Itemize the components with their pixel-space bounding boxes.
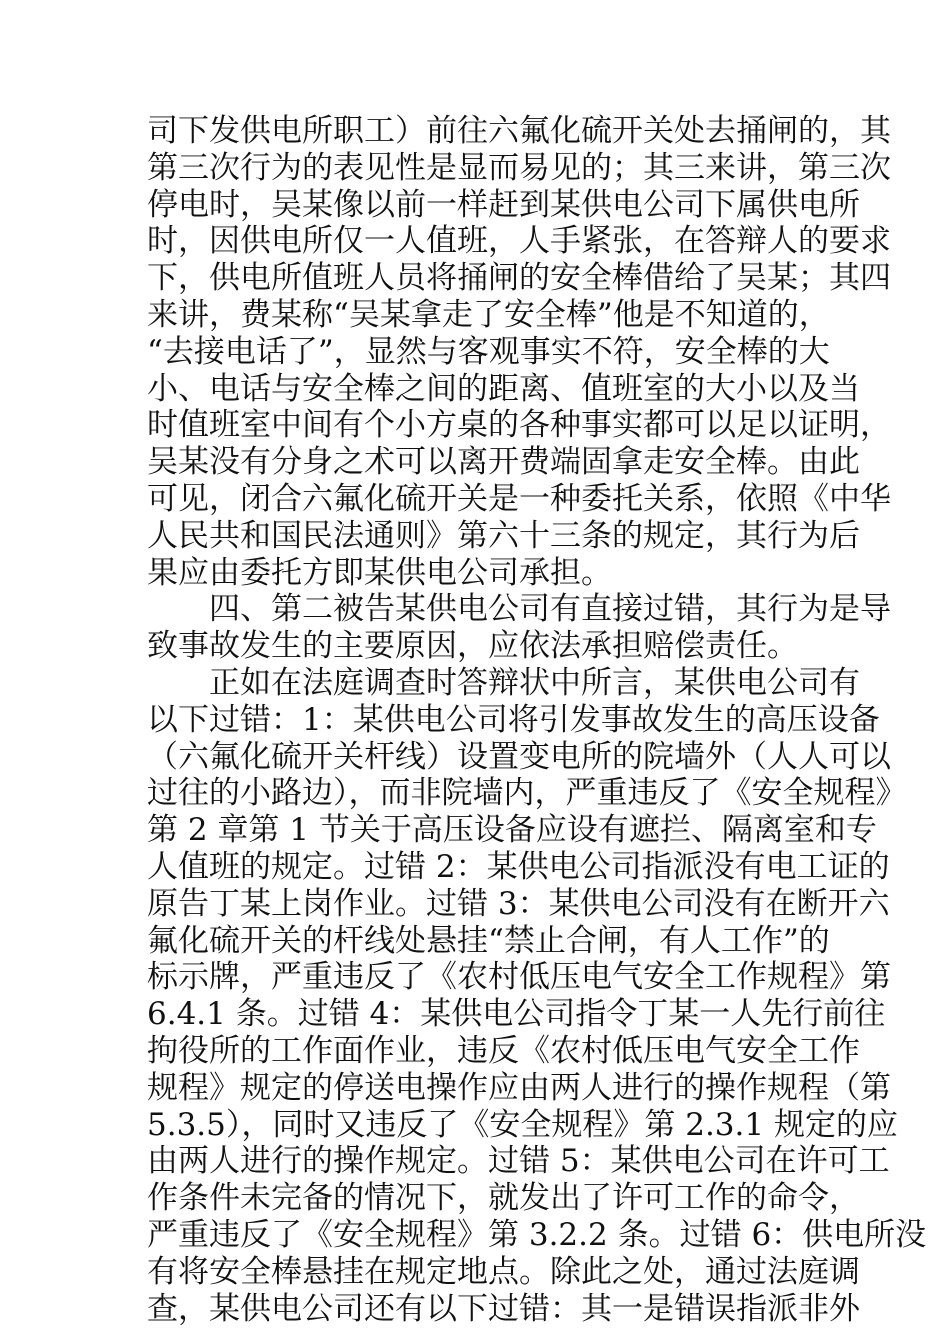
text-line: 致事故发生的主要原因，应依法承担赔偿责任。 bbox=[147, 628, 798, 665]
text-line: 5.3.5），同时又违反了《安全规程》第 2.3.1 规定的应 bbox=[147, 1106, 898, 1143]
text-line: 作条件未完备的情况下，就发出了许可工作的命令， bbox=[147, 1180, 860, 1217]
text-line: 时，因供电所仅一人值班，人手紧张，在答辩人的要求 bbox=[147, 223, 891, 260]
text-line: 人民共和国民法通则》第六十三条的规定，其行为后 bbox=[147, 517, 860, 554]
section-heading-line: 四、第二被告某供电公司有直接过错，其行为是导 bbox=[209, 591, 891, 628]
text-line: 可见，闭合六氟化硫开关是一种委托关系，依照《中华 bbox=[147, 480, 891, 517]
text-line: 规程》规定的停送电操作应由两人进行的操作规程（第 bbox=[147, 1069, 891, 1106]
text-line: 果应由委托方即某供电公司承担。 bbox=[147, 554, 612, 591]
text-line: 人值班的规定。过错 2：某供电公司指派没有电工证的 bbox=[147, 848, 890, 885]
text-line: 停电时，吴某像以前一样赶到某供电公司下属供电所 bbox=[147, 186, 860, 223]
text-line: 氟化硫开关的杆线处悬挂“禁止合闸，有人工作”的 bbox=[147, 922, 830, 959]
text-line: 原告丁某上岗作业。过错 3：某供电公司没有在断开六 bbox=[147, 885, 890, 922]
text-line: 有将安全棒悬挂在规定地点。除此之处，通过法庭调 bbox=[147, 1253, 860, 1290]
document-body bbox=[147, 113, 927, 1327]
text-line: 6.4.1 条。过错 4：某供电公司指令丁某一人先行前往 bbox=[147, 996, 886, 1033]
text-line: 由两人进行的操作规定。过错 5：某供电公司在许可工 bbox=[147, 1143, 890, 1180]
paragraph-start-line: 正如在法庭调查时答辩状中所言，某供电公司有 bbox=[209, 664, 860, 701]
text-line: “去接电话了”，显然与客观事实不符，安全棒的大 bbox=[147, 333, 830, 370]
text-line: 司下发供电所职工）前往六氟化硫开关处去捅闸的，其 bbox=[147, 113, 891, 149]
text-line: 第 2 章第 1 节关于高压设备应设有遮拦、隔离室和专 bbox=[147, 812, 877, 849]
text-line: 下，供电所值班人员将捅闸的安全棒借给了吴某；其四 bbox=[147, 260, 891, 297]
text-line: 严重违反了《安全规程》第 3.2.2 条。过错 6：供电所没 bbox=[147, 1216, 927, 1253]
text-line: 时值班室中间有个小方桌的各种事实都可以足以证明， bbox=[147, 407, 891, 444]
text-line: 以下过错：1：某供电公司将引发事故发生的高压设备 bbox=[147, 701, 880, 738]
text-line: （六氟化硫开关杆线）设置变电所的院墙外（人人可以 bbox=[147, 738, 891, 775]
text-line: 标示牌，严重违反了《农村低压电气安全工作规程》第 bbox=[147, 959, 891, 996]
text-line: 小、电话与安全棒之间的距离、值班室的大小以及当 bbox=[147, 370, 860, 407]
text-line: 来讲，费某称“吴某拿走了安全棒”他是不知道的， bbox=[147, 296, 830, 333]
text-line: 过往的小路边），而非院墙内，严重违反了《安全规程》 bbox=[147, 775, 907, 812]
text-line: 第三次行为的表见性是显而易见的；其三来讲，第三次 bbox=[147, 149, 891, 186]
text-line: 查，某供电公司还有以下过错：其一是错误指派非外 bbox=[147, 1290, 860, 1327]
text-line: 吴某没有分身之术可以离开费端固拿走安全棒。由此 bbox=[147, 444, 860, 481]
text-line: 拘役所的工作面作业，违反《农村低压电气安全工作 bbox=[147, 1032, 860, 1069]
